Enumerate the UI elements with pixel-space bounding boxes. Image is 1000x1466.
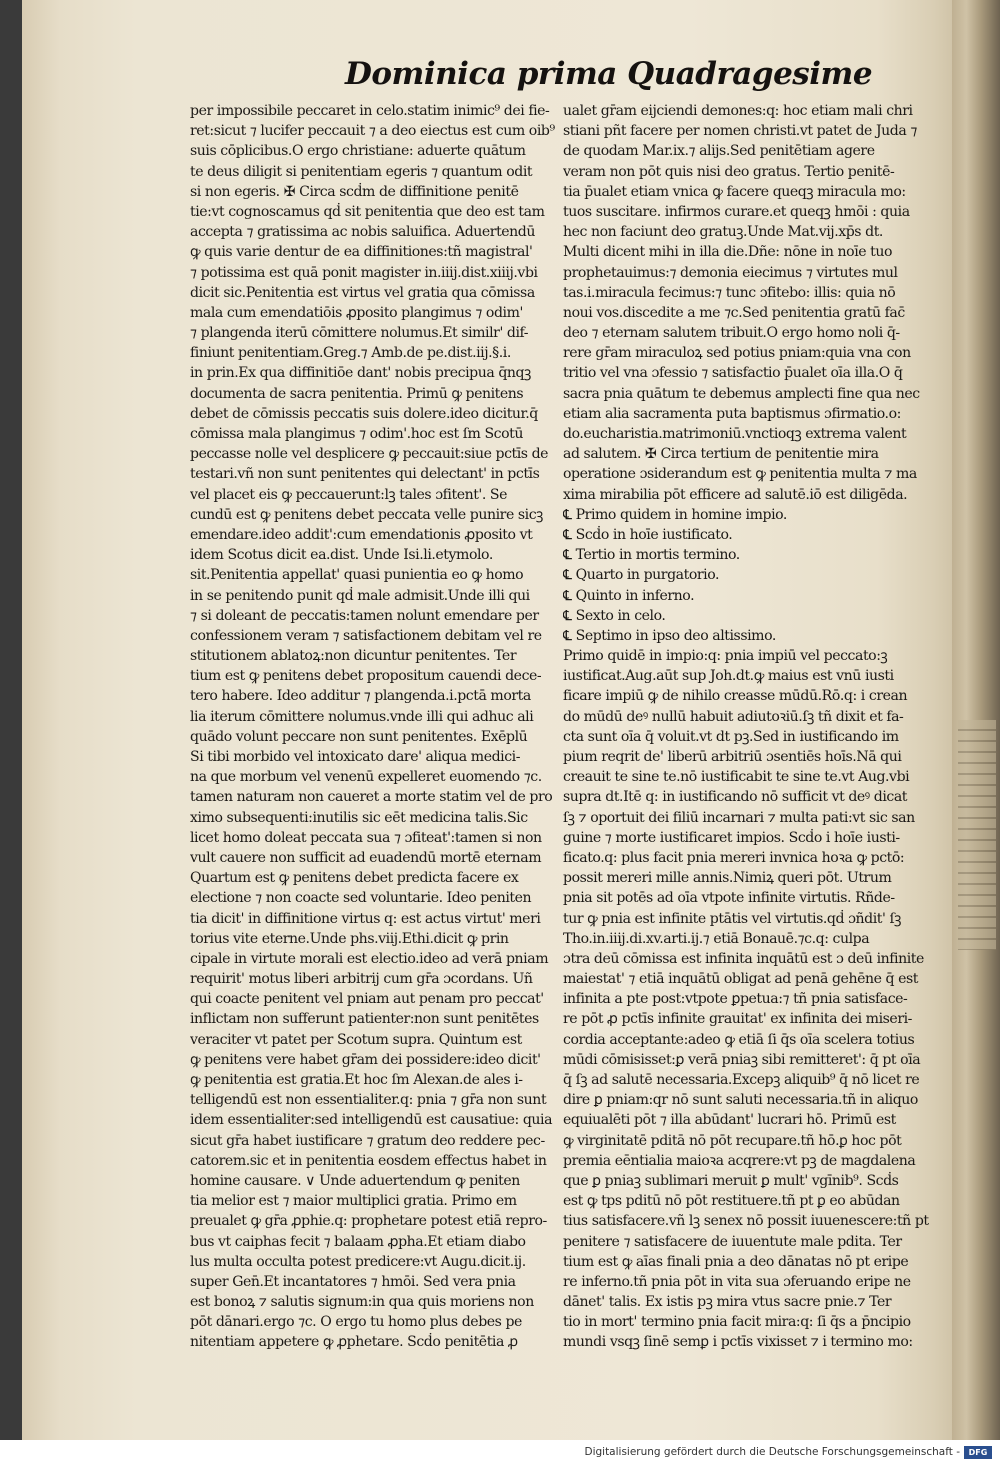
text-line: lia iterum cōmittere nolumus.vnde illi qui adhuc ali [190, 708, 534, 725]
text-line: vel placet eis ꝙ peccauerunt:lꝫ tales ɔfitent'. Se [190, 486, 508, 503]
text-line: accepta ⁊ gratissima ac nobis saluifica. Aduertendū [190, 224, 536, 241]
text-line: finiunt penitentiam.Greg.⁊ Amb.de pe.dist.iij.§.i. [190, 345, 511, 362]
text-line: qui coacte penitent vel pniam aut penam pro peccat' [190, 991, 544, 1008]
text-line: tamen naturam non caueret a morte statim vel de pro [190, 789, 553, 806]
text-line: bus vt caiphas fecit ⁊ balaam ꝓpha.Et etiam diabo [190, 1233, 526, 1250]
text-line: tium est ꝙ aīas finali pnia a deo dānatas nō pt eripe [563, 1253, 909, 1270]
right-text-column [563, 101, 935, 1353]
text-line: Primo quidē in impio:q: pnia impiū vel peccato:ꝫ [563, 648, 888, 665]
text-line: ℄ Quinto in inferno. [563, 587, 695, 604]
text-line: ꝙ quis varie dentur de ea diffinitiones:tñ magistral' [190, 244, 533, 261]
text-line: tia p̄ualet etiam vnica ꝙ facere queqꝫ miracula mo: [563, 183, 906, 200]
text-line: requirit' motus liberi arbitrij cum gr̄a ɔcordans. Uñ [190, 971, 533, 988]
text-line: operatione ɔsiderandum est ꝙ penitentia multa ⁊ ma [563, 466, 917, 483]
funding-notice: Digitalisierung gefördert durch die Deutsche Forschungsgemeinschaft - [584, 1446, 960, 1458]
text-line: equiualēti pōt ⁊ illa abūdant' lucrari hō. Primū est [563, 1112, 896, 1129]
text-line: maiestat' ⁊ etiā inquātū obligat ad penā gehēne q̄ est [563, 971, 919, 988]
text-line: tero habere. Ideo additur ⁊ plangenda.i.pctā morta [190, 688, 531, 705]
text-line: mala cum emendatiōis ꝓposito plangimus ⁊ odim' [190, 304, 523, 321]
text-line: si non egeris. ✠ Circa scḋm de diffinitione penitē [190, 183, 519, 200]
adjacent-page-woodcut-fragment [958, 720, 996, 950]
text-line: tur ꝙ pnia est infinite ptātis vel virtutis.qḋ ɔñdit' ſꝫ [563, 910, 901, 927]
text-line: sicut gr̄a habet iustificare ⁊ gratum deo reddere pec- [190, 1132, 545, 1149]
text-line: cta sunt oīa q̄ voluit.vt dt pꝫ.Sed in iustificando im [563, 728, 899, 745]
text-line: ꝙ penitens vere habet gr̄am dei possidere:ideo dicit' [190, 1051, 541, 1068]
text-line: cordia acceptante:adeo ꝙ etiā ſi q̄s oīa scelera totius [563, 1031, 915, 1048]
text-line: ret:sicut ⁊ lucifer peccauit ⁊ a deo eiectus est cum oib⁹ [190, 123, 555, 140]
footer-bar [0, 1440, 1000, 1466]
text-line: pnia sit potēs ad oīa vtpote infinite virtutis. Rñde- [563, 890, 895, 907]
text-line: ualet gr̄am eijciendi demones:q: hoc etiam mali chri [563, 103, 913, 119]
text-line: inflictam non sufferunt patienter:non sunt penitētes [190, 1011, 539, 1028]
text-line: telligendū est non essentialiter.q: pnia ⁊ gr̄a non sunt [190, 1092, 547, 1109]
text-line: te deus diligit si penitentiam egeris ⁊ quantum odit [190, 163, 533, 180]
text-line: ℄ Tertio in mortis termino. [563, 547, 740, 564]
text-line: tium est ꝙ penitens debet propositum cauendi dece- [190, 668, 542, 685]
text-line: confessionem veram ⁊ satisfactionem debitam vel re [190, 627, 542, 644]
text-line: lus multa occulta potest predicere:vt Augu.dicit.ij. [190, 1253, 526, 1270]
text-line: quādo volunt peccare non sunt penitentes. Exēplū [190, 728, 528, 745]
text-line: Tho.in.iiij.di.xv.arti.ij.⁊ etiā Bonauē.⁊c.q: culpa [563, 930, 870, 947]
text-line: rere gr̄am miraculoꝝ sed potius pniam:quia vna con [563, 345, 911, 362]
text-line: ⁊ si doleant de peccatis:tamen nolunt emendare per [190, 607, 539, 624]
text-line: ſꝫ ⁊ oportuit dei filiū incarnari ⁊ multa pati:vt sic san [563, 809, 915, 826]
text-line: premia eēntialia maioꝛa acqrere:vt pꝫ de magdalena [563, 1152, 916, 1169]
text-line: ximo subsequenti:inutilis sic eēt medicina talis.Sic [190, 809, 528, 826]
text-line: q̄ ſꝫ ad salutē necessaria.Excepꝫ aliquib⁹ q̄ nō licet re [563, 1072, 920, 1088]
text-line: Si tibi morbido vel intoxicato dare' aliqua medici- [190, 749, 521, 765]
text-line: que ꝑ pniaꝫ sublimari meruit ꝑ mult' vgīnib⁹. Scḋs [563, 1172, 899, 1189]
text-line: stitutionem ablatoꝝ:non dicuntur penitentes. Ter [190, 648, 517, 665]
text-line: emendare.ideo addit':cum emendationis ꝓposito vt [190, 526, 533, 543]
text-line: xima mirabilia pōt efficere ad salutē.iō est diligēda. [563, 486, 908, 503]
text-line: preualet ꝙ gr̄a ꝓphie.q: prophetare potest etiā repro- [190, 1213, 547, 1230]
text-line: ficare impiū ꝙ de nihilo creasse mūdū.Rō.q: i crean [563, 688, 908, 705]
text-line: ɔtra deū cōmissa est infinita inquātū est ɔ deū infinite [563, 950, 924, 967]
text-line: guine ⁊ morte iustificaret impios. Scḋo i hoīe iusti- [563, 829, 900, 846]
text-line: testari.vñ non sunt penitentes qui delectant' in pctīs [190, 466, 540, 483]
text-line: penitere ⁊ satisfacere de iuuentute male pdita. Ter [563, 1233, 902, 1250]
text-line: mundi vsqꝫ ſinē semꝑ i pctīs vixisset ⁊ i termino mo: [563, 1334, 913, 1351]
text-line: pōt dānari.ergo ⁊c. O ergo tu homo plus debes pe [190, 1314, 522, 1331]
text-line: idem essentialiter:sed intelligendū est causatiue: quia [190, 1112, 553, 1129]
text-line: tia dicit' in diffinitione virtus q: est actus virtut' meri [190, 910, 541, 927]
text-line: ꝙ virginitatē pditā nō pōt recupare.tñ hō.ꝑ hoc pōt [563, 1132, 902, 1149]
text-line: etiam alia sacramenta puta baptismus ɔfirmatio.o: [563, 405, 901, 422]
text-line: sit.Penitentia appellat' quasi punientia eo ꝙ homo [190, 567, 524, 584]
text-line: tuos suscitare. infirmos curare.et queqꝫ hmōi : quia [563, 203, 910, 220]
text-line: dire ꝑ pniam:qr nō sunt saluti necessaria.tñ in aliquo [563, 1092, 918, 1109]
text-line: veraciter vt patet per Scotum supra. Quintum est [190, 1031, 522, 1048]
text-line: ficato.q: plus facit pnia mereri invnica hoꝛa ꝙ pctō: [563, 849, 905, 866]
text-line: na que morbum vel venenū expelleret euomendo ⁊c. [190, 769, 542, 786]
text-line: per impossibile peccaret in celo.statim inimic⁹ dei fie- [190, 103, 550, 119]
text-line: electione ⁊ non coacte sed voluntarie. Ideo peniten [190, 890, 532, 907]
text-line: est ꝙ tps pditū nō pōt restituere.tñ pt ꝑ eo abūdan [563, 1193, 900, 1210]
text-line: cōmissa mala plangimus ⁊ odim'.hoc est ſm Scotū [190, 426, 524, 442]
adjacent-page-edge [952, 0, 1000, 1440]
text-line: do mūdū deꝰ nullū habuit adiutoꝛiū.ſꝫ tñ dixit et fa- [563, 708, 904, 725]
text-line: tas.i.miracula fecimus:⁊ tunc ɔfitebo: illis: quia nō [563, 284, 896, 301]
text-line: dānet' talis. Ex istis pꝫ mira vtus sacre pnie.⁊ Ter [563, 1294, 892, 1311]
left-text-column [190, 101, 555, 1353]
text-line: do.eucharistia.matrimoniū.vnctioqꝫ extrema valent [563, 426, 907, 442]
text-line: infinita a pte post:vtpote ꝑpetua:⁊ tñ pnia satisface- [563, 991, 908, 1008]
text-line: pium reqrit de' liberū arbitriū ɔsentiēs hoīs.Nā qui [563, 749, 902, 765]
text-line: catorem.sic et in penitentia eosdem effectus habet in [190, 1152, 547, 1169]
text-line: ℄ Sexto in celo. [563, 607, 666, 624]
text-line: debet de cōmissis peccatis suis dolere.ideo dicitur.q̄ [190, 405, 538, 422]
text-line: Quartum est ꝙ penitens debet predicta facere ex [190, 870, 519, 887]
text-line: in se penitendo punit qḋ male admisit.Unde illi qui [190, 587, 530, 604]
text-line: tie:vt cognoscamus qḋ sit penitentia que deo est tam [190, 203, 545, 220]
text-line: vult cauere non sufficit ad euadendū mortē eternam [190, 849, 542, 866]
text-line: dicit sic.Penitentia est virtus vel gratia qua cōmissa [190, 284, 535, 301]
text-line: stiani pñt facere per nomen christi.vt patet de Juda ⁊ [563, 123, 917, 140]
text-line: noui vos.discedite a me ⁊c.Sed penitentia gratū fac̄ [563, 304, 905, 321]
dfg-logo: DFG [964, 1446, 992, 1459]
text-line: torius vite eterne.Unde phs.viij.Ethi.dicit ꝙ prin [190, 930, 509, 947]
text-line: tius satisfacere.vñ lꝫ senex nō possit iuuenescere:tñ pt [563, 1213, 929, 1230]
text-line: peccasse nolle vel desplicere ꝙ peccauit:siue pctīs de [190, 446, 549, 463]
text-line: de quodam Mar.ix.⁊ alijs.Sed penitētiam agere [563, 143, 875, 160]
text-line: iustificat.Aug.aūt sup Joh.dt.ꝙ maius est vnū iusti [563, 668, 894, 685]
text-line: creauit te sine te.nō iustificabit te sine te.vt Aug.vbi [563, 769, 910, 786]
text-line: tritio vel vna ɔfessio ⁊ satisfactio p̄ualet oīa illa.O q̄ [563, 365, 903, 382]
text-line: licet homo doleat peccata sua ⁊ ɔfiteat':tamen si non [190, 829, 542, 846]
page-header-title: Dominica prima Quadragesime [345, 56, 873, 92]
text-line: prophetauimus:⁊ demonia eiecimus ⁊ virtutes mul [563, 264, 898, 281]
text-line: supra dt.Itē q: in iustificando nō sufficit vt deꝰ dicat [563, 789, 908, 806]
text-line: sacra pnia quātum te debemus amplecti fine qua nec [563, 385, 920, 402]
text-line: ℄ Quarto in purgatorio. [563, 567, 720, 584]
text-line: tio in mort' termino pnia facit mira:q: ſi q̄s a p̄ncipio [563, 1314, 911, 1331]
text-line: suis cōplicibus.O ergo christiane: aduerte quātum [190, 143, 526, 160]
text-line: homine causare. ∨ Unde aduertendum ꝙ peniten [190, 1172, 520, 1189]
text-line: ℄ Primo quidem in homine impio. [563, 506, 787, 523]
text-line: ℄ Scḋo in hoīe iustificato. [563, 526, 733, 543]
text-line: hec non faciunt deo gratuꝫ.Unde Mat.vij.xp̄s dt. [563, 224, 883, 241]
text-line: cipale in virtute morali est electio.ideo ad verā pniam [190, 950, 549, 967]
text-line: tia melior est ⁊ maior multiplici gratia. Primo em [190, 1193, 517, 1210]
text-line: ad salutem. ✠ Circa tertium de penitentie mira [563, 446, 879, 463]
text-line: documenta de sacra penitentia. Primū ꝙ penitens [190, 385, 524, 402]
text-line: re pōt ꝓ pctīs infinite grauitat' ex infinita dei miseri- [563, 1011, 912, 1028]
text-line: ⁊ plangenda iterū cōmittere nolumus.Et similr' dif- [190, 325, 529, 342]
text-line: ꝙ penitentia est gratia.Et hoc ſm Alexan.de ales i- [190, 1072, 523, 1088]
text-line: possit mereri mille annis.Nimiꝝ queri pōt. Utrum [563, 870, 892, 887]
text-line: est bonoꝝ ⁊ salutis signum:in qua quis moriens non [190, 1294, 534, 1311]
text-line: super Gen̄.Et incantatores ⁊ hmōi. Sed vera pnia [190, 1273, 516, 1290]
text-line: deo ⁊ eternam salutem tribuit.O ergo homo noli q̄- [563, 325, 900, 342]
text-line: nitentiam appetere ꝙ ꝓphetare. Scḋo penitētia ꝓ [190, 1334, 518, 1351]
text-line: mūdi cōmisisset:ꝑ verā pniaꝫ sibi remitteret': q̄ pt oīa [563, 1051, 921, 1068]
text-line: cundū est ꝙ penitens debet peccata velle punire sicꝫ [190, 506, 543, 523]
text-line: Multi dicent mihi in illa die.Dñe: nōne in noīe tuo [563, 244, 893, 261]
text-line: idem Scotus dicit ea.dist. Unde Isi.li.etymolo. [190, 547, 493, 564]
text-line: ⁊ potissima est quā ponit magister in.iiij.dist.xiiij.vbi [190, 264, 538, 281]
text-line: in prin.Ex qua diffinitiōe dant' nobis precipua q̄nqꝫ [190, 365, 531, 382]
text-line: ℄ Septimo in ipso deo altissimo. [563, 627, 776, 644]
text-line: veram non pōt quis nisi deo gratus. Tertio penitē- [563, 163, 895, 180]
text-line: re inferno.tñ pnia pōt in vita sua ɔferuando eripe ne [563, 1273, 911, 1290]
